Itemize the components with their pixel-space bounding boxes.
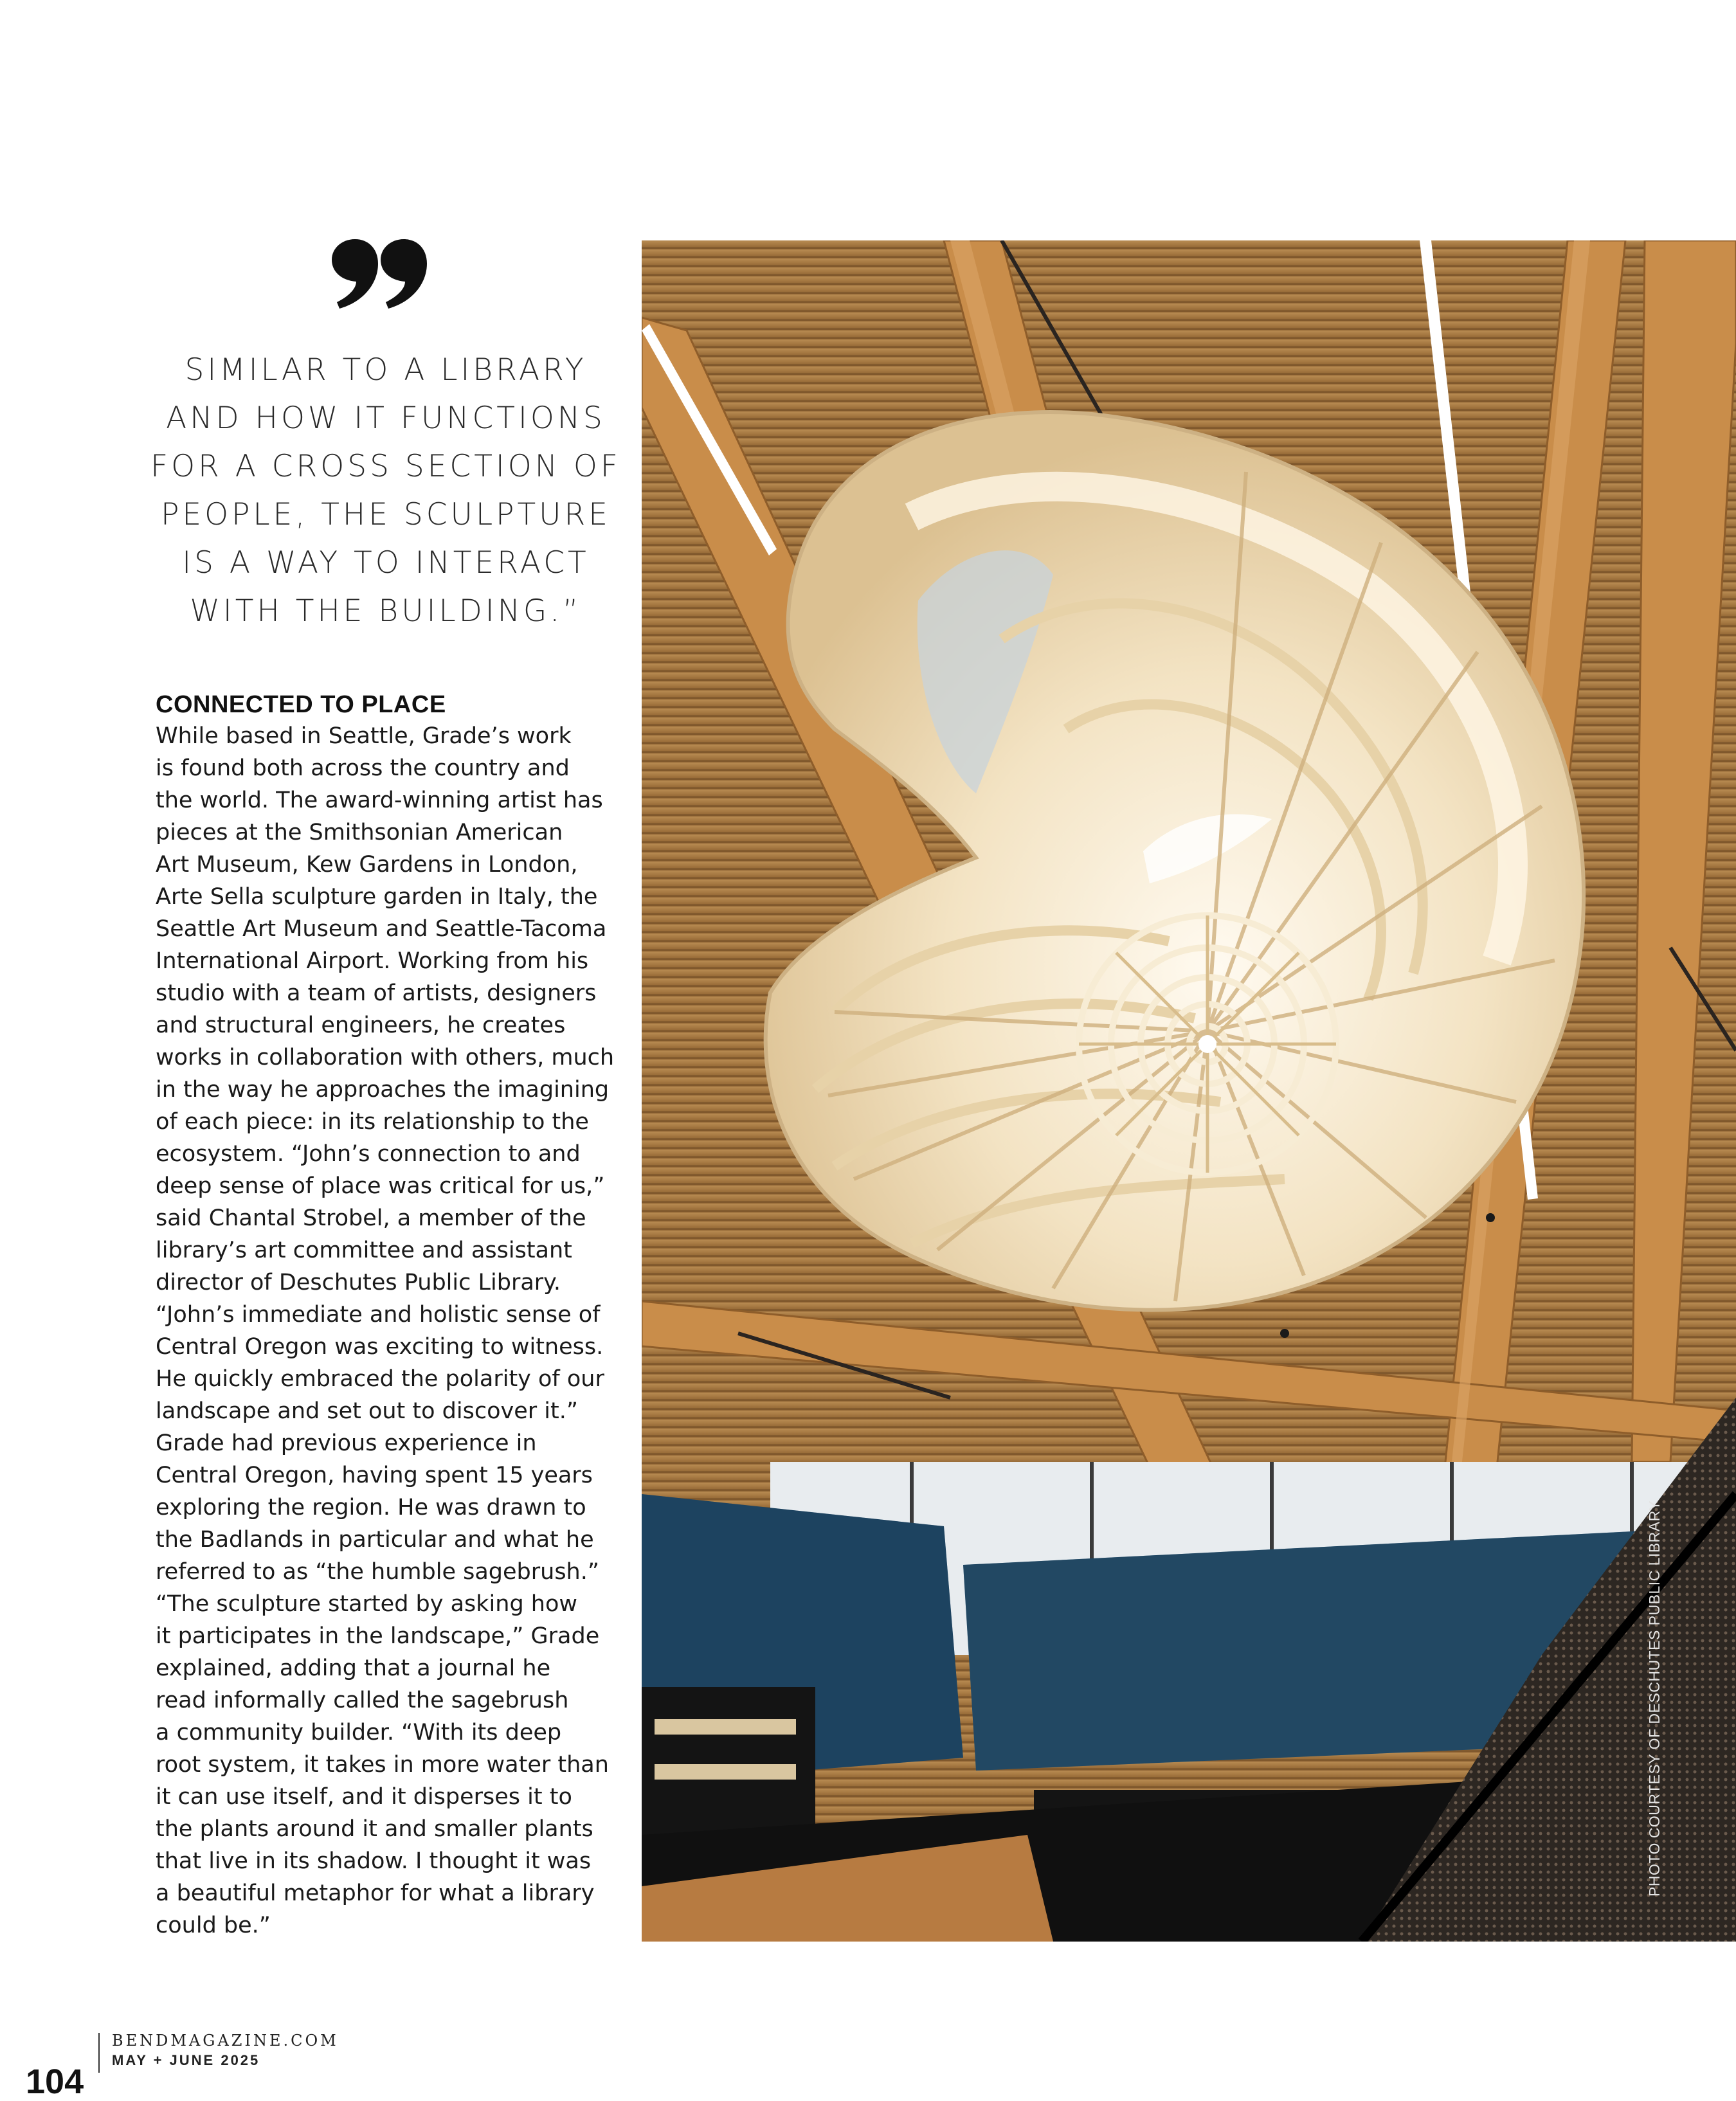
body-line: Seattle Art Museum and Seattle-Tacoma — [156, 916, 607, 942]
body-line: works in collaboration with others, much — [156, 1045, 615, 1070]
body-line: pieces at the Smithsonian American — [156, 820, 563, 845]
body-line: the plants around it and smaller plants — [156, 1816, 593, 1842]
body-line: Central Oregon was exciting to witness. — [156, 1334, 604, 1360]
body-line: and structural engineers, he creates — [156, 1013, 566, 1038]
pull-quote-line: IS A WAY TO INTERACT — [182, 545, 590, 581]
body-line: in the way he approaches the imagining — [156, 1077, 610, 1103]
body-line: He quickly embraced the polarity of our — [156, 1366, 604, 1392]
body-line: director of Deschutes Public Library. — [156, 1270, 561, 1295]
body-line: root system, it takes in more water than — [156, 1752, 609, 1778]
pull-quote-line: AND HOW IT FUNCTIONS — [166, 401, 606, 436]
body-line: “The sculpture started by asking how — [156, 1591, 578, 1617]
body-line: deep sense of place was critical for us,” — [156, 1173, 605, 1199]
body-line: is found both across the country and — [156, 755, 570, 781]
body-line: said Chantal Strobel, a member of the — [156, 1205, 586, 1231]
body-line: of each piece: in its relationship to the — [156, 1109, 589, 1135]
pull-quote-line: PEOPLE, THE SCULPTURE — [161, 497, 611, 532]
section-heading: CONNECTED TO PLACE — [156, 691, 446, 718]
body-line: could be.” — [156, 1913, 271, 1938]
sculpture-photo — [642, 240, 1736, 1942]
body-line: Central Oregon, having spent 15 years — [156, 1463, 593, 1488]
body-line: the world. The award-winning artist has — [156, 788, 603, 813]
issue-date: MAY + JUNE 2025 — [112, 2052, 260, 2068]
quote-mark-icon — [329, 239, 432, 310]
body-line: International Airport. Working from his — [156, 948, 589, 974]
body-line: it participates in the landscape,” Grade — [156, 1623, 600, 1649]
body-line: Art Museum, Kew Gardens in London, — [156, 852, 578, 878]
magazine-name: BENDMAGAZINE.COM — [112, 2032, 339, 2050]
pull-quote-line: FOR A CROSS SECTION OF — [150, 449, 621, 484]
article-body — [156, 720, 619, 1942]
body-line: the Badlands in particular and what he — [156, 1527, 594, 1553]
body-line: ecosystem. “John’s connection to and — [156, 1141, 581, 1167]
body-line: that live in its shadow. I thought it was — [156, 1848, 592, 1874]
body-line: library’s art committee and assistant — [156, 1238, 572, 1263]
pull-quote-line: WITH THE BUILDING.” — [190, 593, 582, 629]
pull-quote-line: SIMILAR TO A LIBRARY — [185, 352, 587, 388]
body-line: referred to as “the humble sagebrush.” — [156, 1559, 600, 1585]
body-line: landscape and set out to discover it.” — [156, 1398, 578, 1424]
page-number: 104 — [26, 2062, 84, 2101]
body-line: read informally called the sagebrush — [156, 1688, 569, 1713]
body-line: exploring the region. He was drawn to — [156, 1495, 586, 1520]
body-line: Grade had previous experience in — [156, 1430, 537, 1456]
pull-quote — [141, 346, 630, 635]
footer-divider — [98, 2033, 100, 2073]
photo-credit: PHOTO COURTESY OF DESCHUTES PUBLIC LIBRARY — [1646, 1500, 1663, 1897]
body-line: a community builder. “With its deep — [156, 1720, 562, 1745]
body-line: “John’s immediate and holistic sense of — [156, 1302, 601, 1328]
body-line: Arte Sella sculpture garden in Italy, the — [156, 884, 598, 910]
body-line: studio with a team of artists, designers — [156, 980, 597, 1006]
body-line: explained, adding that a journal he — [156, 1655, 551, 1681]
body-line: a beautiful metaphor for what a library — [156, 1880, 595, 1906]
body-line: While based in Seattle, Grade’s work — [156, 723, 572, 749]
body-line: it can use itself, and it disperses it to — [156, 1784, 572, 1810]
